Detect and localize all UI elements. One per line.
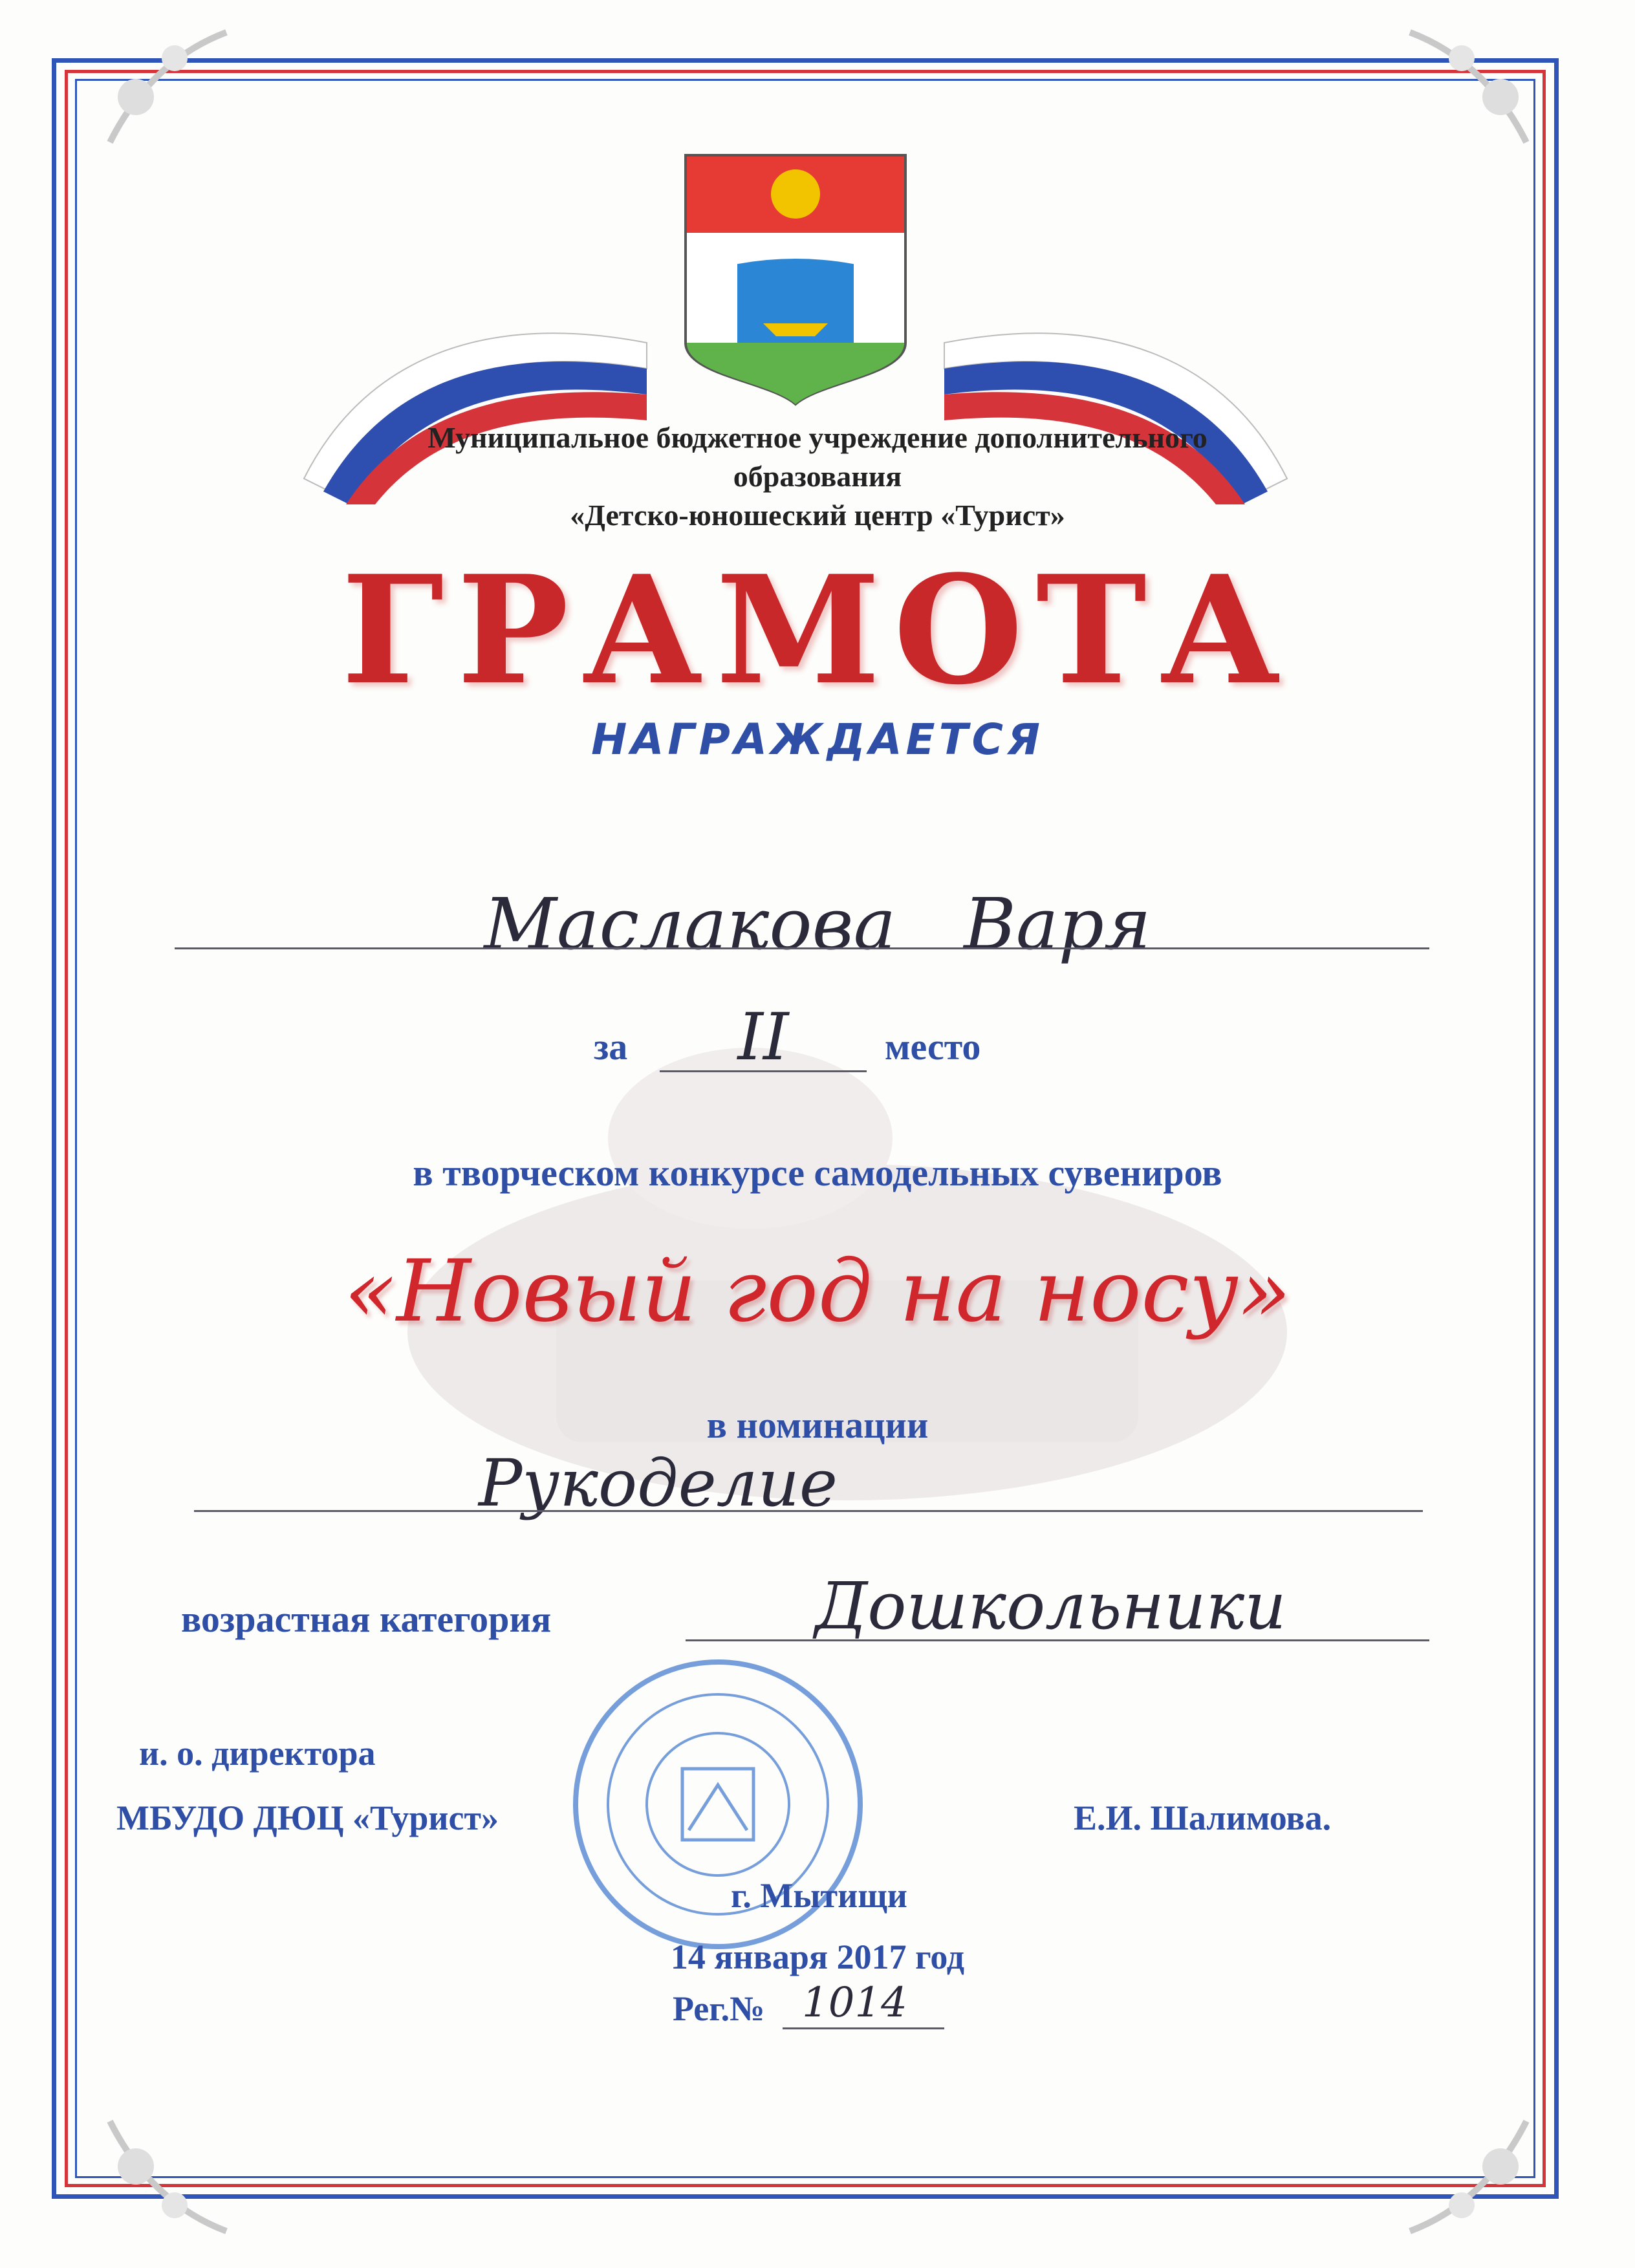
awarded-subtitle: НАГРАЖДАЕТСЯ (591, 715, 1044, 764)
place-suffix: место (885, 1026, 981, 1068)
place-prefix: за (594, 1026, 628, 1068)
certificate-title: ГРАМОТА (341, 543, 1294, 718)
age-category-label: возрастная категория (181, 1598, 552, 1640)
corner-ornament-bottom-right (1391, 2102, 1539, 2251)
nomination-value: Рукоделие (479, 1445, 838, 1521)
corner-ornament-top-right (1391, 13, 1539, 162)
institution-line-3: «Детско-юношеский центр «Турист» (570, 499, 1065, 532)
director-role: и. о. директора (139, 1734, 376, 1773)
organization-short: МБУДО ДЮЦ «Турист» (116, 1798, 499, 1837)
contest-name: «Новый год на носу» (344, 1242, 1291, 1341)
recipient-name: Маслакова Варя (484, 883, 1151, 966)
director-name: Е.И. Шалимова. (1074, 1798, 1332, 1837)
institution-line-2: образования (733, 460, 902, 493)
issue-date: 14 января 2017 год (670, 1938, 965, 1976)
registration-label: Рег.№ (673, 1989, 765, 2028)
nomination-line (194, 1510, 1423, 1512)
nomination-label: в номинации (706, 1404, 929, 1446)
registration-number: 1014 (802, 1979, 907, 2027)
contest-line: в творческом конкурсе самодельных сувениров (413, 1152, 1222, 1194)
registration-line (783, 2027, 944, 2029)
city: г. Мытищи (731, 1876, 907, 1915)
recipient-line (175, 947, 1429, 949)
coat-of-arms-emblem (679, 149, 912, 407)
place-value: II (737, 999, 789, 1075)
age-category-value: Дошкольники (815, 1568, 1286, 1644)
corner-ornament-top-left (97, 13, 246, 162)
corner-ornament-bottom-left (97, 2102, 246, 2251)
institution-line-1: Муниципальное бюджетное учреждение дополнительного (428, 421, 1207, 454)
